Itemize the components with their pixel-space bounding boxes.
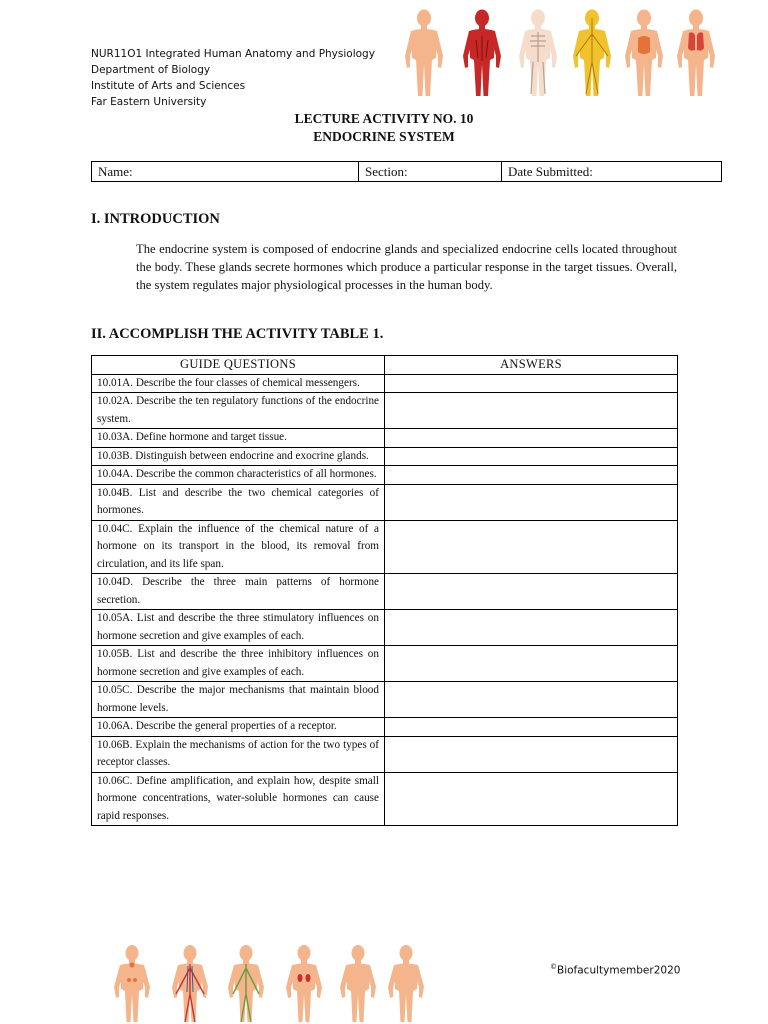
institute: Institute of Arts and Sciences [91,80,246,92]
guide-question: 10.03A. Define hormone and target tissue. [92,429,385,448]
copyright [550,963,680,977]
table-row [92,610,678,646]
date-submitted-field[interactable] [502,162,722,182]
answer-cell[interactable] [385,447,678,466]
integumentary-system-icon [388,945,424,1022]
guide-question: 10.04A. Describe the common characteristics of all hormones. [92,466,385,485]
answer-cell[interactable] [385,374,678,393]
nervous-system-icon [573,10,611,97]
table-row [92,447,678,466]
table-row [92,520,678,574]
skeletal-system-icon [519,10,557,97]
answer-cell[interactable] [385,682,678,718]
activity-table-body [92,374,678,826]
anatomy-figures-bottom [100,944,430,1024]
anatomy-figures-top [400,6,720,102]
date-submitted-label: Date Submitted: [508,163,593,179]
table-row [92,772,678,826]
lymphatic-system-icon [228,945,264,1022]
section-label: Section: [365,163,408,179]
answer-cell[interactable] [385,610,678,646]
guide-question: 10.02A. Describe the ten regulatory functions of the endocrine system. [92,393,385,429]
copyright-symbol: © [550,963,557,971]
guide-question: 10.04C. Explain the influence of the chemical nature of a hormone on its transport in the blood, its removal from circulation, and its life span. [92,520,385,574]
answer-cell[interactable] [385,429,678,448]
name-field[interactable] [92,162,359,182]
table-row [92,682,678,718]
guide-question: 10.06C. Define amplification, and explain how, despite small hormone concentrations, water-soluble hormones can cause rapid responses. [92,772,385,826]
guide-question: 10.06B. Explain the mechanisms of action for the two types of receptor classes. [92,736,385,772]
activity-table [91,355,678,826]
endocrine-system-icon [114,945,150,1022]
answers-header: ANSWERS [385,356,678,375]
table-row [92,574,678,610]
table-row [92,736,678,772]
introduction-text: The endocrine system is composed of endocrine glands and specialized endocrine cells located throughout the body. These glands secrete hormones which produce a particular response in the target tissues. Overall, the system regulates major physiological processes in the human body. [136,242,677,292]
answer-cell[interactable] [385,646,678,682]
activity-table-header [92,356,678,375]
table-row [92,374,678,393]
copyright-text: Biofacultymember2020 [557,964,681,977]
digestive-system-icon [625,10,663,97]
table-row [92,429,678,448]
guide-question: 10.05C. Describe the major mechanisms that maintain blood hormone levels. [92,682,385,718]
guide-question: 10.04D. Describe the three main patterns of hormone secretion. [92,574,385,610]
course-name: NUR11O1 Integrated Human Anatomy and Physiology [91,48,375,60]
guide-questions-header: GUIDE QUESTIONS [92,356,385,375]
answer-cell[interactable] [385,393,678,429]
guide-question: 10.05A. List and describe the three stimulatory influences on hormone secretion and give examples of each. [92,610,385,646]
answer-cell[interactable] [385,520,678,574]
answer-cell[interactable] [385,574,678,610]
urinary-system-icon [286,945,322,1022]
table-row [92,646,678,682]
answer-cell[interactable] [385,484,678,520]
answer-cell[interactable] [385,466,678,485]
respiratory-system-icon [677,10,715,97]
introduction-heading: I. INTRODUCTION [91,211,220,227]
guide-question: 10.03B. Distinguish between endocrine and exocrine glands. [92,447,385,466]
table-row [92,466,678,485]
section-field[interactable] [359,162,502,182]
answer-cell[interactable] [385,772,678,826]
guide-question: 10.05B. List and describe the three inhibitory influences on hormone secretion and give examples of each. [92,646,385,682]
guide-question: 10.01A. Describe the four classes of chemical messengers. [92,374,385,393]
activity-heading: II. ACCOMPLISH THE ACTIVITY TABLE 1. [91,326,384,342]
guide-question: 10.04B. List and describe the two chemical categories of hormones. [92,484,385,520]
table-row [92,393,678,429]
title-line-2: ENDOCRINE SYSTEM [313,129,455,144]
table-row [92,484,678,520]
student-info-table [91,161,722,182]
muscular-system-icon [463,10,501,97]
title-line-1: LECTURE ACTIVITY NO. 10 [294,111,474,126]
reproductive-system-icon [340,945,376,1022]
university: Far Eastern University [91,96,207,108]
name-label: Name: [98,163,133,179]
answer-cell[interactable] [385,718,678,737]
answer-cell[interactable] [385,736,678,772]
activity-title [0,110,768,146]
full-body-skin-icon [405,10,443,97]
course-header [91,46,375,110]
cardiovascular-system-icon [172,945,208,1022]
department: Department of Biology [91,64,211,76]
table-row [92,718,678,737]
guide-question: 10.06A. Describe the general properties of a receptor. [92,718,385,737]
